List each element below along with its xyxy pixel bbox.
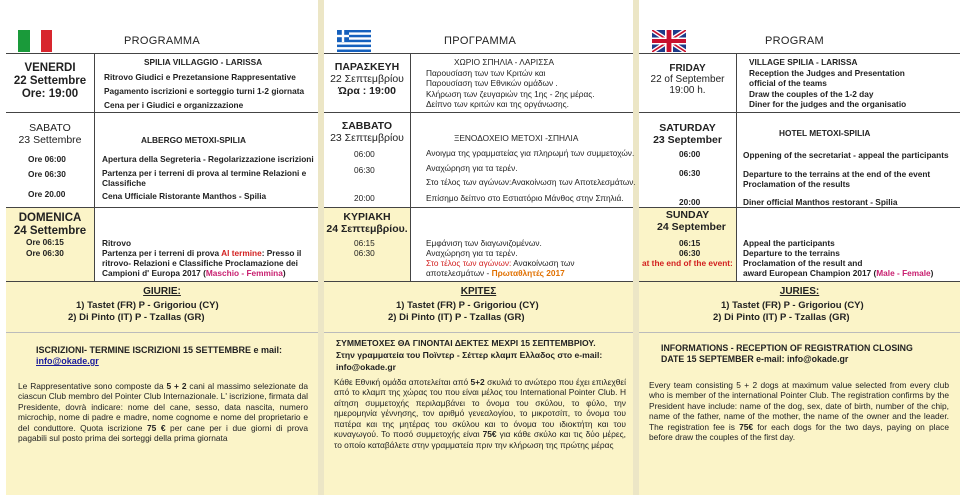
registration-heading: ISCRIZIONI- TERMINE ISCRIZIONI 15 SETTEMBRE e mail: [36,345,283,355]
day-row-sunday [6,207,318,281]
day-name: SUNDAY [665,209,710,221]
day-date: 24 September [657,220,726,233]
day-name: DOMENICA [18,212,82,224]
event-line: Departure to the terrains at the end of the event [743,169,931,179]
event-line: Reception the Judges and Presentation [749,68,905,78]
event-line: Κλήρωση των ζευγαριών της 1ης - 2ης μέρας. [426,89,595,99]
day-row-friday [6,53,318,112]
registration-section [324,333,633,495]
email-link[interactable]: info@okade.gr [36,356,99,366]
day-name: FRIDAY [669,63,706,74]
day-date: 23 September [653,133,722,146]
day-row-sunday [639,207,960,281]
event-line: Partenza per i terreni di prova Al termine: Presso il [102,248,302,258]
uk-flag-icon [652,30,686,52]
day-name: SABATO [29,122,71,134]
event-line: award European Champion 2017 (Male - Female) [743,268,934,278]
jury-section [324,281,633,333]
event-line: Ανοιγμα της γραμματείας για πληρωμή των συμμετοχών. [426,148,635,158]
page-title: PROGRAM [765,35,824,47]
venue: VILLAGE SPILIA - LARISSA [749,57,858,67]
event-line: Pagamento iscrizioni e sorteggio turni 1-2 giornata [104,86,305,96]
time-label: 20:00 [354,193,375,203]
registration-heading: INFORMATIONS - RECEPTION OF REGISTRATION CLOSING [661,343,913,353]
day-name: SATURDAY [659,122,716,134]
registration-heading: DATE 15 SEPTEMBER e-mail: info@okade.gr [661,354,849,364]
registration-heading: ΣΥΜΜΕΤΟΧΕΣ ΘΑ ΓΙΝΟΝΤΑΙ ΔΕΚΤΕΣ ΜΕΧΡΙ 15 ΣΕΠΤΕΜΒΡΙΟΥ. [336,338,596,348]
event-line: Στο τέλος των αγώνων:Ανακοίνωση των Αποτελεσμάτων. [426,177,636,187]
event-line: Επίσημο δείπνο στο Εστιατόριο Μάνθος στην Σπηλιά. [426,193,624,203]
day-date: 24 Settembre [13,224,87,237]
italian-column [6,0,318,495]
italy-flag-icon [18,30,52,52]
event-line: Παρουσίαση των Εθνικών ομάδων . [426,78,558,88]
section-title: JURIES: [779,286,820,297]
day-row-sunday [324,207,633,281]
registration-section [6,333,318,495]
event-line: Appeal the participants [743,238,835,248]
event-line: Cena Ufficiale Ristorante Manthos - Spilia [102,191,267,201]
english-header [639,26,960,54]
time-label: 20:00 [679,197,701,207]
event-line: official of the teams [749,78,827,88]
time-label: 06:15 [354,238,375,248]
email-link[interactable]: info@okade.gr [336,362,396,372]
event-line: Αναχώρηση για τα τερέν. [426,248,518,258]
day-date: 24 Σεπτεμβρίου. [326,222,408,235]
event-line: Diner for the judges and the organisatio [749,99,907,109]
event-line: Proclamation of the results [743,179,850,189]
day-date: 22 of September [650,74,725,86]
venue: ΧΩΡΙΟ ΣΠΗΛΙΑ - ΛΑΡΙΣΣΑ [454,57,554,67]
section-title: GIURIE: [143,286,181,297]
time-label: 06:30 [354,248,375,258]
page-title: ΠΡΟΓΡΑΜΜΑ [444,35,517,47]
day-name: ΣΑΒΒΑΤΟ [341,120,393,132]
registration-heading: Στην γραμματεία του Ποϊντερ - Σέττερ κλαμπ Ελλαδος στο e-mail: [336,350,603,360]
registration-text: Le Rappresentative sono composte da 5 + 2 cani al massimo selezionate da ciascun Club membro del Pointer Club Internazionale. L' iscrizione, firmata dal Presidente, dovrà indicare: nome del cane, sesso, data nascita, numero microchip, nome di padre e madre, nome cognome e nome del proprietario e del conduttore. Quota iscrizione 75 € per cane per i due giorni di prova pagabili sul posto prima dei sorteggi della prima giornata [18,381,308,444]
jury-line: 1) Tastet (FR) P - Grigoriou (CY) [396,300,539,311]
time-label: 06:30 [679,168,701,178]
greece-flag-icon [337,30,371,52]
venue: HOTEL METOXI-SPILIA [779,128,871,138]
time-label: Ore 06:30 [26,248,64,258]
event-line: Στο τέλος των αγώνων: Ανακοίνωση των [426,258,575,268]
event-line: Apertura della Segreteria - Regolarizzazione iscrizioni [102,154,314,164]
event-line: Proclamation of the result and [743,258,863,268]
event-line: Campioni d' Europa 2017 (Maschio - Femmina) [102,268,286,278]
jury-section [6,281,318,333]
jury-line: 1) Tastet (FR) P - Grigoriou (CY) [721,300,864,311]
greek-column [324,0,636,495]
time-label: Ore 06:00 [28,154,66,164]
event-line: Partenza per i terreni di prova al termine Relazioni e [102,168,307,178]
event-line: Cena per i Giudici e organizzazione [104,100,244,110]
event-line: Diner official Manthos restorant - Spilia [743,197,898,207]
event-line: ritrovo- Relazioni e Classifiche Proclamazione dei [102,258,298,268]
venue: ALBERGO METOXI-SPILIA [141,135,246,145]
jury-line: 2) Di Pinto (IT) P - Tzallas (GR) [388,312,525,323]
venue: SPILIA VILLAGGIO - LARISSA [144,57,263,67]
event-line: Classifiche [102,178,146,188]
event-line: Oppening of the secretariat - appeal the participants [743,150,949,160]
day-name: ΚΥΡΙΑΚΗ [343,211,391,223]
end-of-event-label: at the end of the event: [642,258,733,268]
time-label: 06:30 [679,248,701,258]
day-row-saturday [324,112,636,207]
event-line: Draw the couples of the 1-2 day [749,89,874,99]
event-line: Αναχώρηση για τα τερέν. [426,163,518,173]
day-time: 19:00 h. [669,85,706,97]
event-line: Ritrovo [102,238,132,248]
registration-text: Every team consisting 5 + 2 dogs at maximum value selected from every club who is member of the international Pointer Club. The registration confirms by the President have include: name of the dog, sex, date of birth, number of the chip, name of the father, name of the mother, the name of the owner and the leader. The registration fee is 75€ for each dogs for the two days, paying on place before draw the couples of the first day. [649,380,949,443]
jury-line: 2) Di Pinto (IT) P - Tzallas (GR) [68,312,205,323]
event-line: Εμφάνιση των διαγωνιζομένων. [426,238,542,248]
time-label: Ore 20.00 [28,189,66,199]
jury-line: 2) Di Pinto (IT) P - Tzallas (GR) [713,312,850,323]
day-row-friday [639,53,960,112]
venue: ΞΕΝΟΔΟΧΕΙΟ ΜΕΤΟΧΙ -ΣΠΗΛΙΑ [454,133,579,143]
day-row-friday [324,53,633,112]
day-name: ΠΑΡΑΣΚΕΥΗ [334,61,400,73]
registration-section [639,333,960,495]
time-label: Ore 06:30 [28,169,66,179]
time-label: 06:15 [679,238,701,248]
time-label: 06:00 [354,149,375,159]
day-time: Ώρα : 19:00 [338,84,396,97]
day-date: 23 Settembre [18,133,82,146]
time-label: 06:30 [354,165,375,175]
english-column [639,0,960,495]
event-line: Ritrovo Giudici e Prezetansione Rappresentative [104,72,296,82]
jury-line: 1) Tastet (FR) P - Grigoriou (CY) [76,300,219,311]
event-line: αποτελεσμάτων - Πρωταθλητές 2017 [426,268,565,278]
greek-header [324,26,633,54]
day-date: 22 Settembre [13,74,87,87]
day-date: 23 Σεπτεμβρίου [330,131,404,144]
event-line: Παρουσίαση των των Κριτών και [426,68,546,78]
day-row-saturday [6,112,318,207]
day-time: Ore: 19:00 [21,87,79,100]
day-row-saturday [639,112,960,207]
time-label: Ore 06:15 [26,237,64,247]
registration-text: Κάθε Εθνική ομάδα αποτελείται από 5+2 σκυλιά το ανώτερο που έχει επιλεχθεί από το κλαμπ της χώρας του που είναι μέλος του International Pointer Club. Η αίτηση συμμετοχής περιλαμβάνει το όνομα του σκύλου, το φύλο, την ημερομηνία γέννησης, τον αριθμό γενεαλογίου, το μικροτσίπ, το όνομα του πατέρα και της μητέρας του σκύλου και το όνομα του ιδιοκτήτη και του κυναγωγού. Το ποσό συμμετοχής είναι 75€ για κάθε σκύλο και τις δύο μέρες, το οποίο καταβάλετε στην γραμματεία πριν την κλήρωση της πρώτης μέρας [334,377,626,450]
time-label: 06:00 [679,149,701,159]
event-line: Δείπνο των κριτών και της οργάνωσης. [426,99,569,109]
event-line: Departure to the terrains [743,248,840,258]
day-name: VENERDI [24,62,76,74]
italian-header [6,26,318,54]
section-title: ΚΡΙΤΕΣ [460,286,497,297]
jury-section [639,281,960,333]
day-date: 22 Σεπτεμβρίου [330,72,404,85]
page-title: PROGRAMMA [124,35,201,47]
